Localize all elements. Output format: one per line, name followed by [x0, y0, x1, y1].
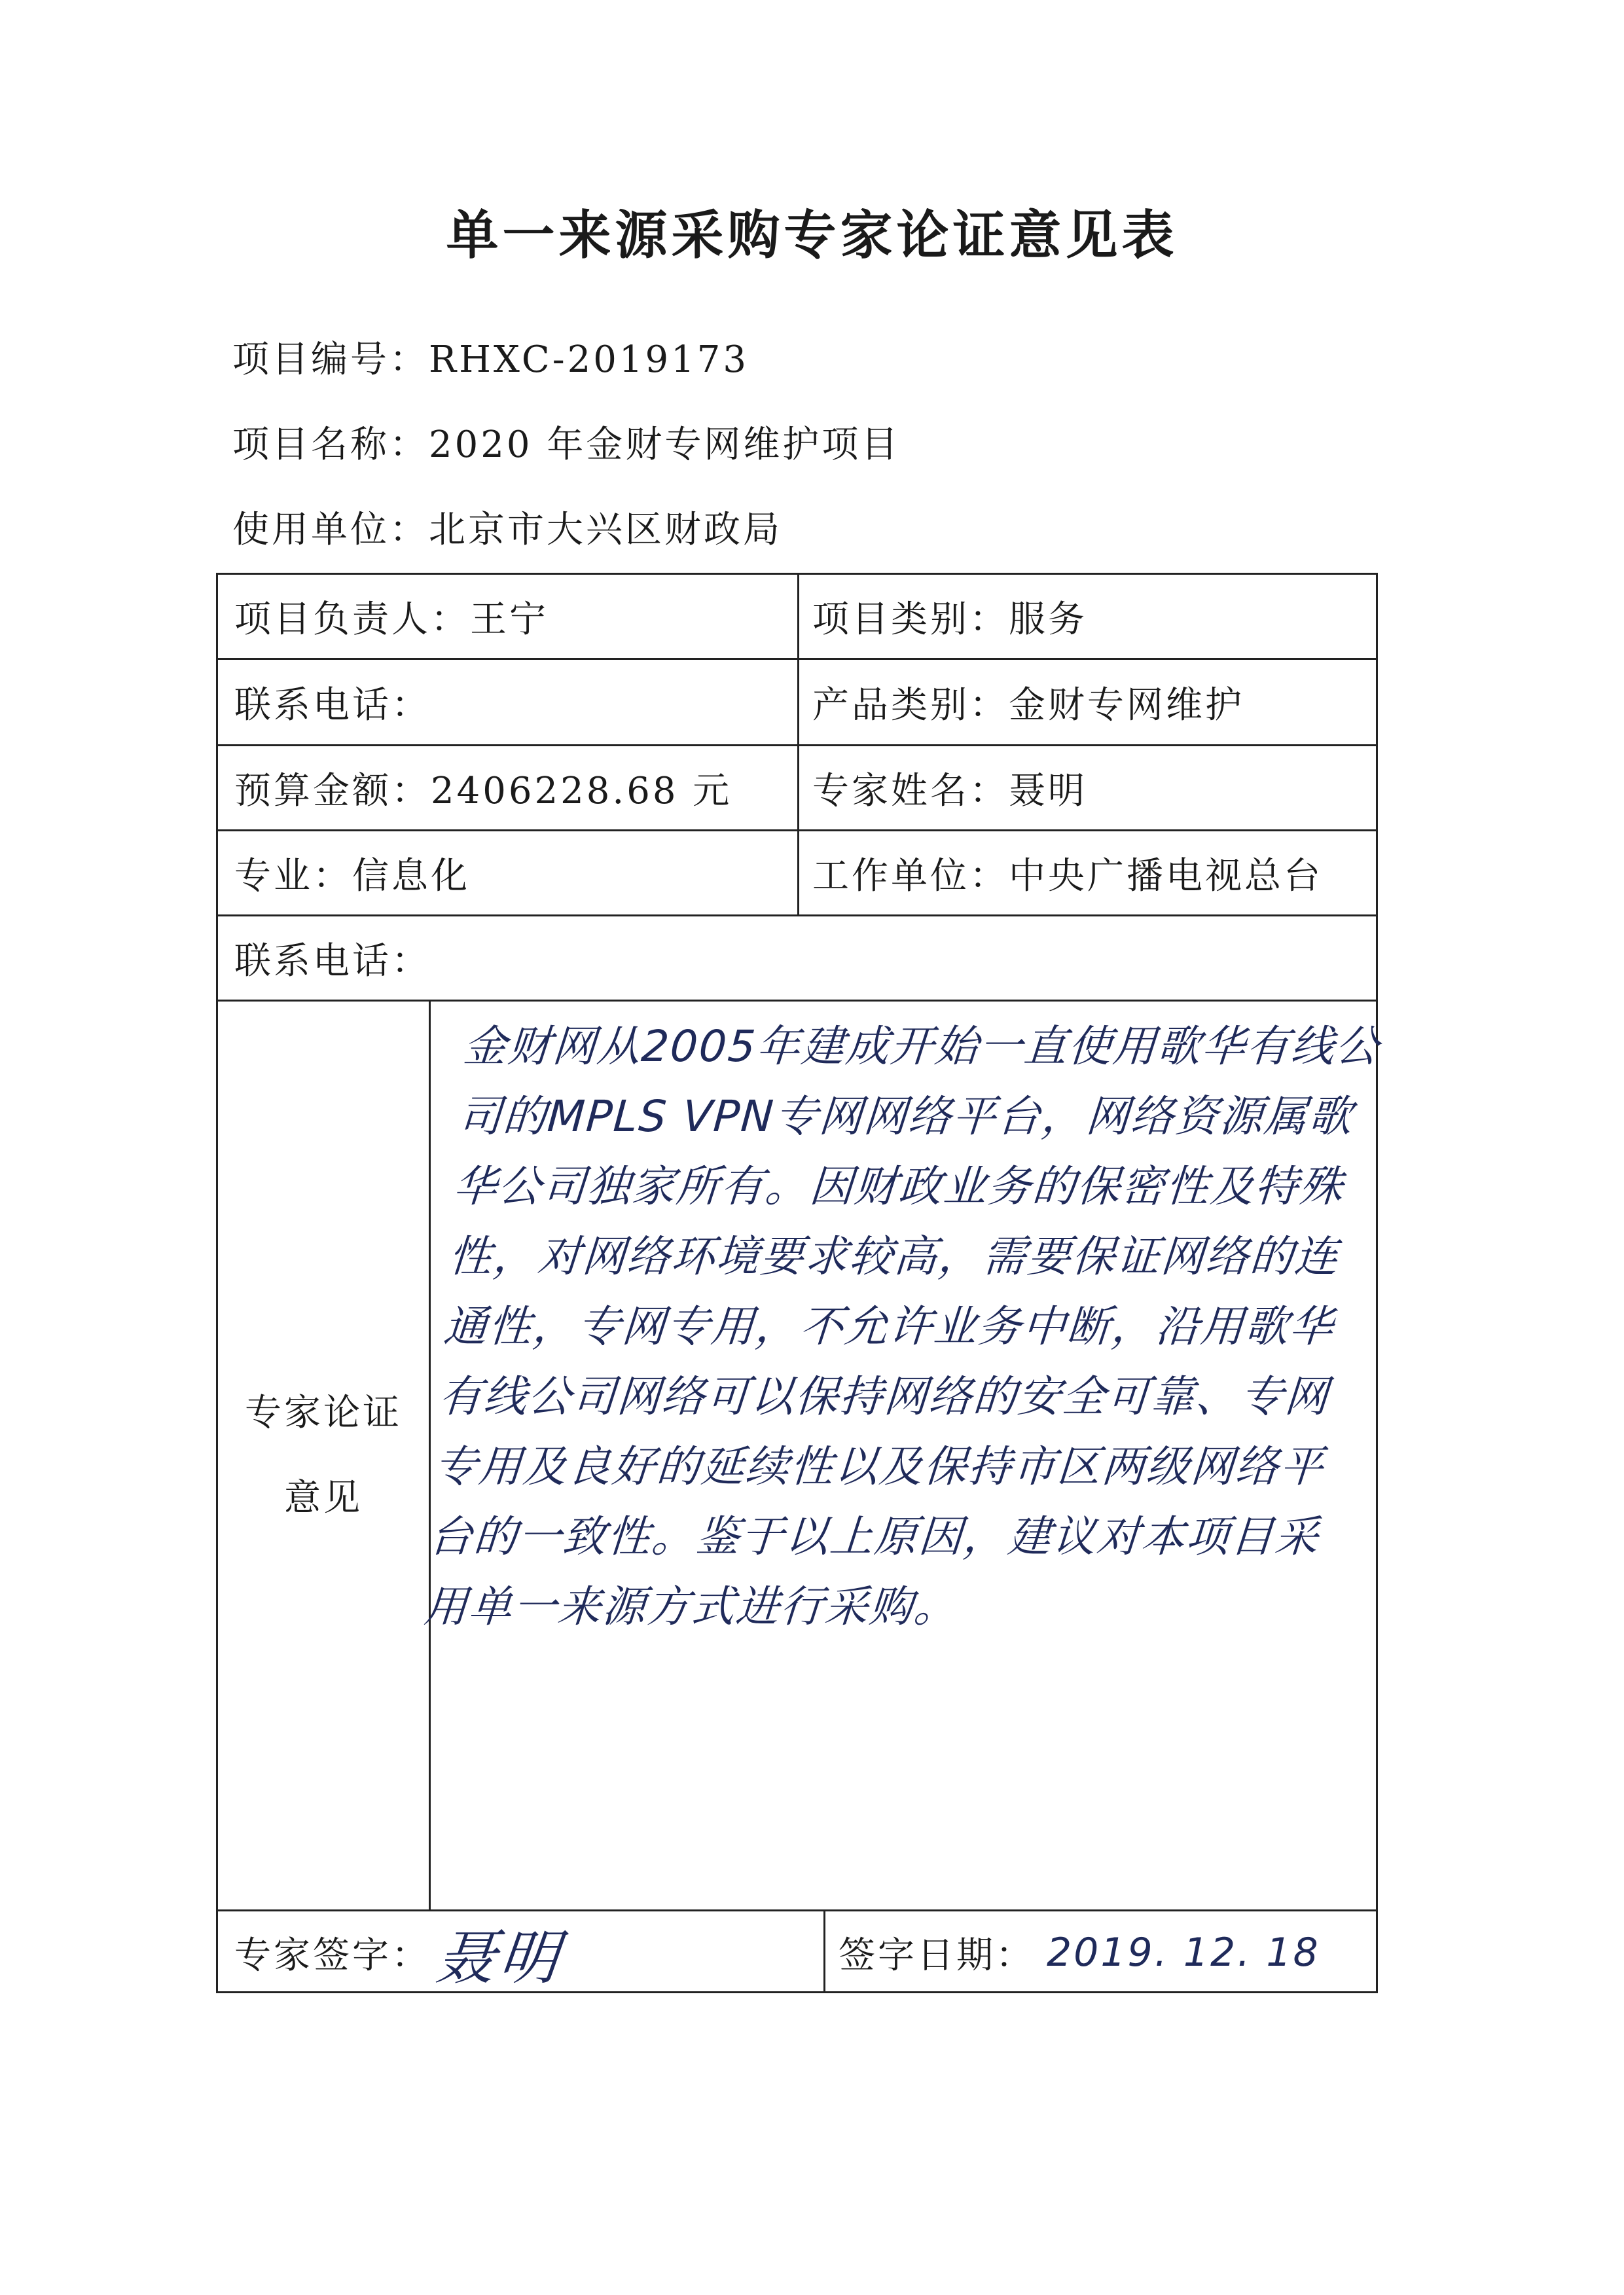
expert-name-value: 聂明 — [1009, 769, 1087, 812]
table-row-phone — [218, 660, 1376, 746]
product-category-cell — [797, 660, 1244, 744]
signature-cell — [218, 1911, 566, 1993]
table-row-phone-2 — [218, 916, 1376, 1002]
project-name-value: 2020 年金财专网维护项目 — [429, 424, 901, 466]
project-category-value: 服务 — [1009, 598, 1087, 641]
work-unit-cell — [797, 831, 1323, 914]
project-name-line — [232, 416, 900, 468]
sign-date-cell — [823, 1911, 1320, 1993]
work-unit-label: 工作单位： — [812, 854, 1009, 897]
user-unit-label: 使用单位： — [232, 509, 429, 551]
opinion-label-line-2: 意见 — [284, 1476, 363, 1519]
work-unit-value: 中央广播电视总台 — [1009, 854, 1323, 897]
project-name-label: 项目名称： — [232, 424, 429, 466]
opinion-label-cell — [218, 1002, 431, 1909]
product-category-value: 金财专网维护 — [1009, 683, 1244, 727]
project-category-label: 项目类别： — [812, 598, 1009, 641]
sign-date-label: 签字日期： — [839, 1934, 1035, 1977]
project-leader-cell — [218, 575, 549, 658]
contact-phone-label: 联系电话： — [234, 683, 431, 727]
table-row-budget — [218, 746, 1376, 831]
budget-value: 2406228.68 元 — [431, 769, 732, 812]
product-category-label: 产品类别： — [812, 683, 1009, 727]
table-row-leader — [218, 575, 1376, 660]
signature-value: 聂明 — [433, 1923, 566, 1993]
project-leader-label: 项目负责人： — [234, 598, 470, 641]
expert-name-cell — [797, 746, 1087, 829]
specialty-label: 专业： — [234, 854, 352, 897]
table-row-signature — [218, 1911, 1376, 1993]
budget-cell — [218, 746, 732, 829]
page-title: 单一来源采购专家论证意见表 — [446, 204, 1178, 266]
sign-date-value: 2019. 12. 18 — [1047, 1929, 1320, 1976]
project-category-cell — [797, 575, 1087, 658]
project-number-line — [232, 331, 749, 383]
project-leader-value: 王宁 — [470, 598, 549, 641]
specialty-value: 信息化 — [352, 854, 470, 897]
table-row-specialty — [218, 831, 1376, 916]
specialty-cell — [218, 831, 470, 914]
table-row-opinion — [218, 1002, 1382, 1911]
project-number-value: RHXC-2019173 — [429, 338, 749, 381]
contact-phone-2-label: 联系电话： — [234, 939, 431, 983]
contact-phone-cell — [218, 660, 431, 744]
user-unit-value: 北京市大兴区财政局 — [429, 509, 782, 551]
opinion-label-line-1: 专家论证 — [245, 1391, 402, 1434]
expert-name-label: 专家姓名： — [812, 769, 1009, 812]
contact-phone-2-cell — [218, 916, 431, 1000]
project-number-label: 项目编号： — [232, 338, 429, 381]
budget-label: 预算金额： — [234, 769, 431, 812]
signature-label: 专家签字： — [234, 1934, 431, 1977]
opinion-text: 金财网从2005年建成开始一直使用歌华有线公司的MPLS VPN专网网络平台，网络资源属歌华公司独家所有。因财政业务的保密性及特殊性，对网络环境要求较高，需要保证网络的连通性，专网专用，不允许业务中断，沿用歌华有线公司网络可以保持网络的安全可靠、专网专用及良好的延续性以及保持市区两级网络平台的一致性。鉴于以上原因，建议对本项目采用单一来源方式进行采购。 — [422, 1021, 1382, 1632]
user-unit-line — [232, 501, 782, 553]
form-table — [216, 573, 1382, 1993]
